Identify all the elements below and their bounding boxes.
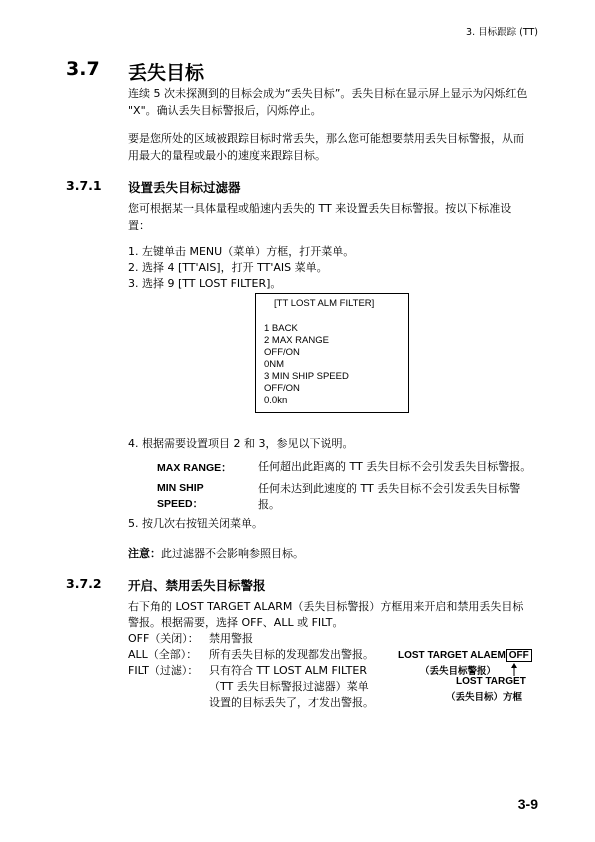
note — [128, 545, 304, 562]
min-speed-label: SPEED： — [157, 498, 204, 510]
paragraph-line: 用最大的量程或最小的速度来跟踪目标。 — [128, 149, 326, 162]
all-label: ALL（全部）： — [128, 648, 198, 661]
menu-line: 0.0kn — [264, 395, 288, 406]
min-speed-label: MIN SHIP — [157, 482, 204, 494]
section-number: 3.7 — [66, 58, 100, 80]
paragraph-line: 置： — [128, 219, 150, 232]
alarm-value: OFF — [506, 649, 532, 662]
arrow-up-icon — [509, 663, 519, 677]
lost-target-label: LOST TARGET — [456, 676, 526, 687]
min-speed-desc: 报。 — [258, 498, 280, 511]
menu-line: OFF/ON — [264, 347, 300, 358]
menu-line: 2 MAX RANGE — [264, 335, 329, 346]
alarm-caption: （丢失目标警报） — [420, 666, 497, 677]
paragraph-line: 右下角的 LOST TARGET ALARM（丢失目标警报）方框用来开启和禁用丢失目标 — [128, 600, 524, 613]
alarm-box-figure — [398, 650, 532, 661]
alarm-label: LOST TARGET ALAEM — [398, 650, 506, 661]
paragraph-line: "X"。确认丢失目标警报后，闪烁停止。 — [128, 104, 322, 117]
menu-illustration — [255, 293, 409, 413]
paragraph-line: 您可根据某一具体量程或船速内丢失的 TT 来设置丢失目标警报。按以下标准设 — [128, 202, 512, 215]
step-4: 4. 根据需要设置项目 2 和 3，参见以下说明。 — [128, 437, 354, 450]
all-desc: 所有丢失目标的发现都发出警报。 — [209, 648, 374, 661]
filt-label: FILT（过滤）： — [128, 664, 199, 677]
subsection-title: 开启、禁用丢失目标警报 — [128, 578, 266, 593]
paragraph-line: 要是您所处的区域被跟踪目标时常丢失，那么您可能想要禁用丢失目标警报，从而 — [128, 132, 524, 145]
menu-line: 0NM — [264, 359, 285, 370]
filt-desc: 只有符合 TT LOST ALM FILTER — [209, 664, 367, 677]
max-range-label: MAX RANGE： — [157, 462, 232, 474]
filt-desc: 设置的目标丢失了，才发出警报。 — [209, 696, 374, 709]
subsection-number: 3.7.1 — [66, 178, 102, 193]
section-title: 丢失目标 — [128, 62, 205, 84]
menu-line: 1 BACK — [264, 323, 298, 334]
lost-target-caption: （丢失目标）方框 — [446, 692, 523, 703]
off-label: OFF（关闭）： — [128, 632, 199, 645]
note-label: 注意： — [128, 547, 161, 560]
step-2: 2. 选择 4 [TT'AIS]，打开 TT'AIS 菜单。 — [128, 261, 328, 274]
off-desc: 禁用警报 — [209, 632, 253, 645]
max-range-desc: 任何超出此距离的 TT 丢失目标不会引发丢失目标警报。 — [258, 460, 532, 473]
subsection-number: 3.7.2 — [66, 576, 102, 591]
step-1: 1. 左键单击 MENU（菜单）方框，打开菜单。 — [128, 245, 355, 258]
page-number: 3-9 — [517, 796, 538, 812]
paragraph-line: 警报。根据需要，选择 OFF、ALL 或 FILT。 — [128, 616, 344, 629]
step-3: 3. 选择 9 [TT LOST FILTER]。 — [128, 277, 282, 290]
menu-line: 3 MIN SHIP SPEED — [264, 371, 349, 382]
filt-desc: （TT 丢失目标警报过滤器）菜单 — [209, 680, 369, 693]
menu-title: [TT LOST ALM FILTER] — [274, 298, 375, 309]
running-header: 3. 目标跟踪 (TT) — [466, 27, 538, 38]
min-speed-desc: 任何未达到此速度的 TT 丢失目标不会引发丢失目标警 — [258, 482, 521, 495]
note-text: 此过滤器不会影响参照目标。 — [161, 547, 304, 560]
subsection-title: 设置丢失目标过滤器 — [128, 180, 241, 195]
menu-line: OFF/ON — [264, 383, 300, 394]
paragraph-line: 连续 5 次未探测到的目标会成为“丢失目标”。丢失目标在显示屏上显示为闪烁红色 — [128, 87, 528, 100]
step-5: 5. 按几次右按钮关闭菜单。 — [128, 517, 263, 530]
